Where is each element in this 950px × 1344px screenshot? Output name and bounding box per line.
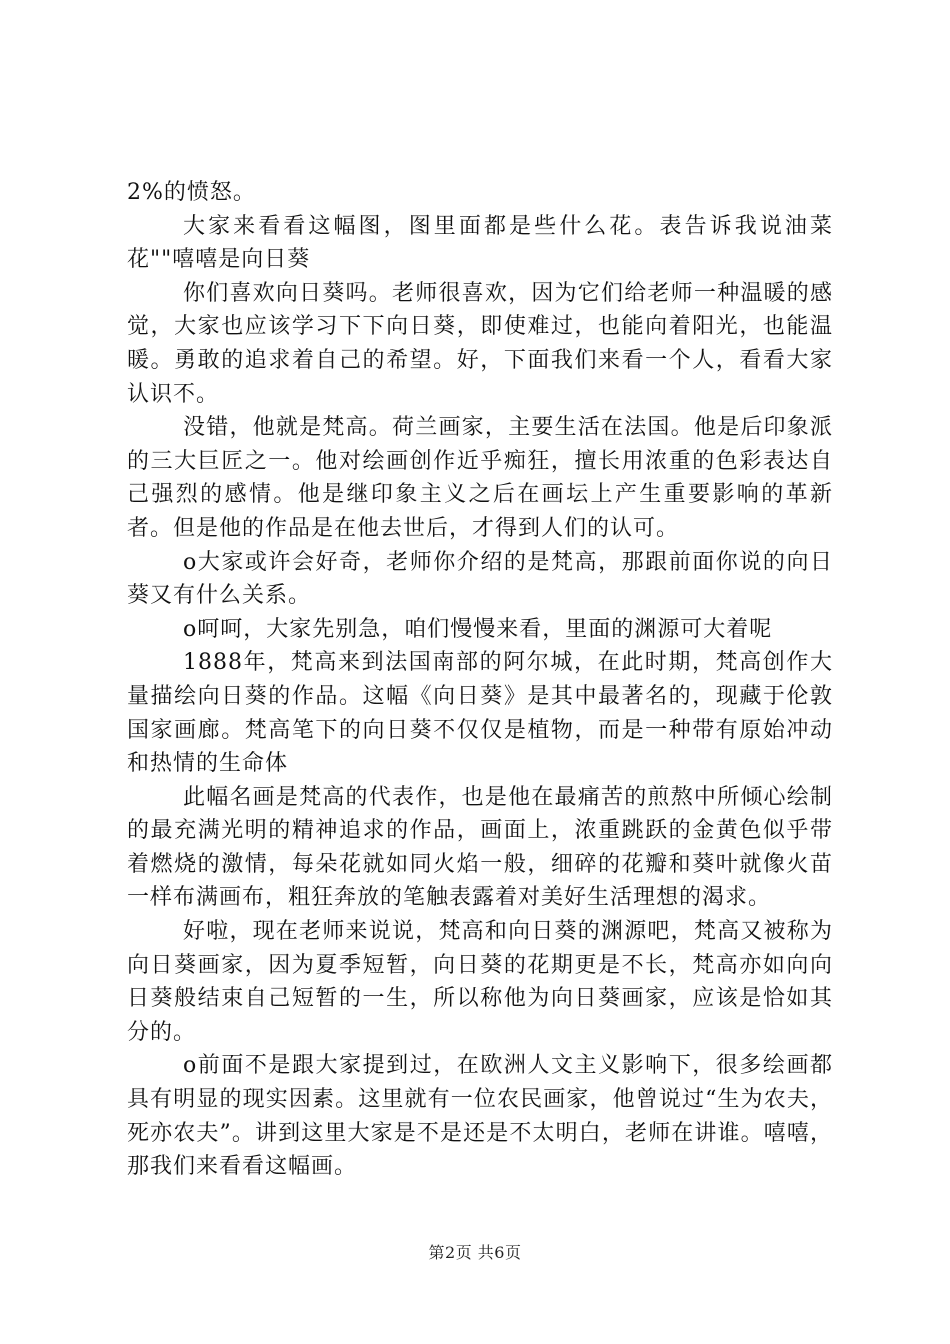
paragraph-peasant-painter: o前面不是跟大家提到过，在欧洲人文主义影响下，很多绘画都具有明显的现实因素。这里就有一位农民画家，他曾说过“生为农夫，死亦农夫”。讲到这里大家是不是还是不太明白，老师在讲谁。嘻嘻，那我们来看看这幅画。 bbox=[127, 1053, 833, 1180]
paragraph-arles-1888: 1888年，梵高来到法国南部的阿尔城，在此时期，梵高创作大量描绘向日葵的作品。这幅《向日葵》是其中最著名的，现藏于伦敦国家画廊。梵高笔下的向日葵不仅仅是植物，而是一种带有原始冲动和热情的生命体 bbox=[127, 650, 833, 777]
paragraph-sunflower-painter: 好啦，现在老师来说说，梵高和向日葵的渊源吧，梵高又被称为向日葵画家，因为夏季短暂，向日葵的花期更是不长，梵高亦如向向日葵般结束自己短暂的一生，所以称他为向日葵画家，应该是恰如其分的。 bbox=[127, 919, 833, 1045]
document-body bbox=[127, 176, 833, 1184]
paragraph-masterpiece: 此幅名画是梵高的代表作，也是他在最痛苦的煎熬中所倾心绘制的最充满光明的精神追求的作品，画面上，浓重跳跃的金黄色似乎带着燃烧的激情，每朵花就如同火焰一般，细碎的花瓣和葵叶就像火苗一样布满画布，粗狂奔放的笔触表露着对美好生活理想的渴求。 bbox=[127, 784, 833, 911]
paragraph-van-gogh-intro: 没错，他就是梵高。荷兰画家，主要生活在法国。他是后印象派的三大巨匠之一。他对绘画创作近乎痴狂，擅长用浓重的色彩表达自己强烈的感情。他是继印象主义之后在画坛上产生重要影响的革新者。但是他的作品是在他去世后，才得到人们的认可。 bbox=[127, 415, 833, 541]
paragraph-flowers-question: 大家来看看这幅图，图里面都是些什么花。表告诉我说油菜花""嘻嘻是向日葵 bbox=[127, 213, 833, 273]
paragraph-continuation: 2%的愤怒。 bbox=[127, 180, 256, 205]
page-number-footer: 第2页 共6页 bbox=[428, 1243, 522, 1262]
paragraph-like-sunflowers: 你们喜欢向日葵吗。老师很喜欢，因为它们给老师一种温暖的感觉，大家也应该学习下下向日葵，即使难过，也能向着阳光，也能温暖。勇敢的追求着自己的希望。好，下面我们来看一个人，看看大家认识不。 bbox=[127, 280, 833, 407]
paragraph-curiosity: o大家或许会好奇，老师你介绍的是梵高，那跟前面你说的向日葵又有什么关系。 bbox=[127, 549, 833, 609]
paragraph-dont-rush: o呵呵，大家先别急，咱们慢慢来看，里面的渊源可大着呢 bbox=[183, 616, 773, 642]
